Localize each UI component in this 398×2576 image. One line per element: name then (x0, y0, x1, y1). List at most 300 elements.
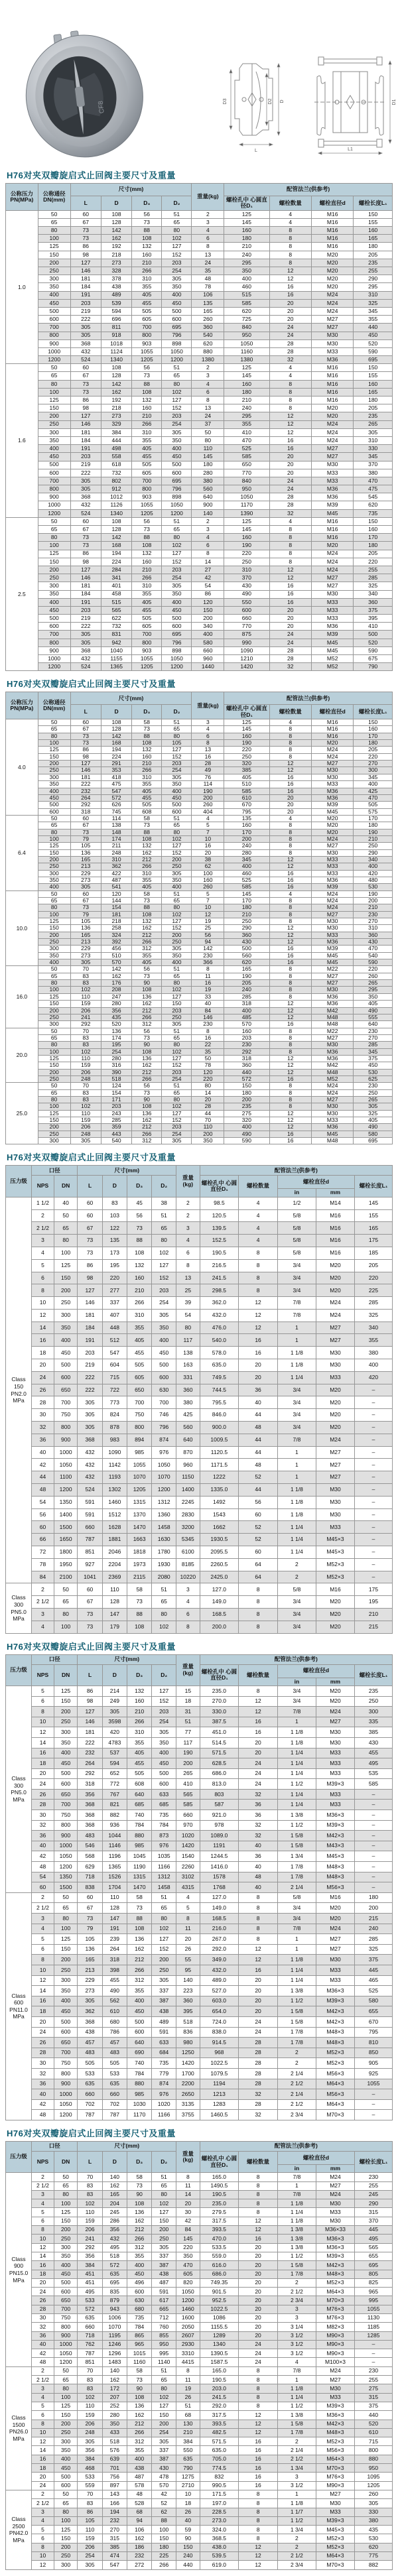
cell: M70×3 (316, 2110, 354, 2120)
cell: 305 (162, 870, 192, 877)
cell: 250 (38, 420, 70, 428)
group-size: 尺寸(mm) (78, 1166, 176, 1176)
cell: 56 (132, 364, 162, 372)
table-row (6, 469, 393, 477)
cell: M14 (316, 1197, 354, 1209)
cell: 350 (162, 590, 192, 598)
cell: 318 (224, 1055, 269, 1062)
cell: 524 (70, 356, 101, 364)
cell: 16 (32, 2455, 54, 2463)
cell: 903 (132, 339, 162, 347)
cell: 16 (192, 1034, 224, 1041)
cell: 455 (127, 1347, 152, 1359)
cell: 470 (354, 477, 393, 485)
cell: 165 (78, 1955, 102, 1965)
table-row (6, 1446, 393, 1459)
table-row (6, 485, 393, 493)
cell: 206 (70, 1124, 101, 1131)
cell: 3/4 (277, 1272, 316, 1284)
cell: 20 (239, 2270, 278, 2278)
table-row (6, 2481, 393, 2490)
cell: M20 (311, 740, 353, 747)
cell: 305 (70, 485, 101, 493)
cell: 210 (354, 835, 393, 842)
cell: 422 (101, 870, 131, 877)
cell: 418 (101, 774, 131, 780)
cell: 555 (354, 1014, 393, 1020)
cell: 7/8 (277, 2190, 316, 2199)
cell: 1/2 (277, 1197, 316, 1209)
cell: 65 (162, 526, 192, 534)
cell: 8 (269, 829, 311, 835)
cell: 247 (101, 993, 131, 1000)
cell: 1 1/4 (277, 1546, 316, 1559)
table-row (6, 925, 393, 932)
cell: 139.5 (200, 1222, 239, 1235)
cell: 16 (192, 843, 224, 849)
cell: 240 (224, 987, 269, 993)
spec-table (5, 1165, 393, 1633)
cell: M30 (311, 767, 353, 774)
cell: M52×3 (316, 2278, 354, 2287)
cell: 1 3/4 (277, 1851, 316, 1862)
cell: M24 (311, 420, 353, 428)
cell: 635.0 (200, 2446, 239, 2455)
cell: 86 (192, 590, 224, 598)
cell: 450 (38, 299, 70, 307)
cell: 20 (239, 1748, 278, 1758)
table-row (6, 1103, 393, 1110)
cell: 2204 (102, 1558, 127, 1571)
cell: 203 (162, 412, 192, 420)
cell: 505 (132, 461, 162, 469)
cell: M45×3 (316, 1546, 354, 1559)
cell: 20 (32, 2278, 54, 2287)
cell: 8 (269, 904, 311, 911)
cell: 102 (162, 987, 192, 993)
cell: 12 (269, 574, 311, 582)
cell: 73 (70, 380, 101, 388)
cell: 735 (152, 2058, 176, 2069)
section-title: H76对夹双瓣旋启式止回阀主要尺寸及重量 (7, 2128, 176, 2138)
cell: 846.0 (200, 1409, 239, 1422)
cell: 165 (102, 2190, 127, 2199)
cell: 255 (354, 267, 393, 275)
cell: 200 (38, 259, 70, 267)
cell: 401 (101, 582, 131, 590)
table-row (6, 2543, 393, 2551)
cell: 51 (162, 890, 192, 897)
col-d2: D₂ (152, 2151, 176, 2172)
cell: M52 (311, 655, 353, 663)
cell: 190 (192, 788, 224, 794)
cell: 1492 (200, 1496, 239, 1508)
cell: 106 (192, 291, 224, 299)
cell: 635 (102, 2079, 127, 2089)
cell: 20 (176, 2199, 200, 2208)
cell: 65 (38, 726, 70, 733)
cell: 10220 (176, 1571, 200, 1583)
cell: 1 1/8 (277, 2384, 316, 2393)
table-row (6, 2027, 393, 2038)
cell: M33 (311, 347, 353, 355)
cell: 223 (176, 1986, 200, 1996)
cell: 8 (269, 227, 311, 235)
cell: 145 (355, 1197, 393, 1209)
cell: 79 (70, 835, 101, 842)
cell: 24 (192, 259, 224, 267)
cell: M64×3 (316, 2099, 354, 2110)
header-row (6, 1166, 393, 1176)
cell: 328 (101, 267, 131, 275)
cell: 160 (224, 733, 269, 739)
cell: 430 (224, 939, 269, 946)
cell: 200 (192, 1131, 224, 1137)
cell: 200 (54, 2226, 78, 2235)
cell: 562 (102, 1996, 127, 2006)
col-bolt-dia-mm: mm (316, 1189, 354, 1197)
cell: 220 (354, 558, 393, 566)
cell: 3 (192, 218, 224, 226)
cell: 68 (176, 2411, 200, 2420)
cell: 110 (78, 2526, 102, 2534)
cell: 219 (70, 461, 101, 469)
cell: 83 (70, 980, 101, 987)
cell: 40 (32, 1841, 54, 1851)
cell: 73 (127, 1222, 152, 1235)
cell: 1 (277, 2490, 316, 2498)
cell: 54 (176, 1309, 200, 1321)
cell: 28 (239, 2038, 278, 2048)
cell: 58 (127, 1892, 152, 1903)
cell: 250 (54, 1297, 78, 1310)
cell: 20 (239, 1737, 278, 1748)
table-row (6, 1110, 393, 1117)
cell: 110 (78, 2402, 102, 2410)
cell: M27 (316, 1934, 354, 1945)
cell: 775 (355, 2552, 393, 2561)
cell: 1150 (176, 1471, 200, 1484)
cell: 73 (127, 2376, 152, 2384)
table-row (6, 663, 393, 671)
cell: 266 (127, 2235, 152, 2243)
cell: M30 (311, 590, 353, 598)
cell: 212 (132, 1069, 162, 1075)
cell: 32 (239, 1789, 278, 1800)
table-row (6, 1558, 393, 1571)
cell: 318 (78, 1779, 102, 1790)
cell: 430 (224, 582, 269, 590)
group-size: 尺寸(mm) (70, 184, 192, 196)
cell: M16 (311, 235, 353, 243)
cell: 50 (54, 2366, 78, 2375)
cell: 50 (54, 2490, 78, 2498)
cell: M16 (316, 1247, 354, 1259)
cell: 152 (152, 1696, 176, 1707)
cell: 370 (355, 2217, 393, 2225)
group-bore: 口径 (32, 1654, 78, 1664)
cell: 1400 (176, 1484, 200, 1497)
cell: 80 (152, 1914, 176, 1924)
cell: 5/8 (277, 1247, 316, 1259)
cell: 5/8 (277, 1222, 316, 1235)
group-flange: 配管法兰(供参考) (200, 2141, 392, 2151)
cell: 610 (224, 794, 269, 801)
cell: 3 1/4 (277, 2323, 316, 2331)
cell: 266 (132, 767, 162, 774)
cell: 1800 (54, 1546, 78, 1559)
cell: 26 (32, 1789, 54, 1800)
table-row (6, 1882, 393, 1893)
cell: 8 (239, 2534, 278, 2543)
cell: 33 (192, 993, 224, 1000)
cell: 1 3/8 (277, 2411, 316, 2420)
cell: 150 (162, 1001, 192, 1007)
pressure-group-label: 25.0 (6, 1083, 38, 1144)
cell: 73 (78, 1609, 102, 1621)
cell: M16 (311, 388, 353, 396)
cell: M27 (316, 1321, 354, 1334)
cell: 790 (176, 2464, 200, 2473)
cell: 1205 (132, 509, 162, 517)
cell: 572 (102, 2261, 127, 2270)
cell: 292.0 (200, 1944, 239, 1955)
cell: 250 (54, 2552, 78, 2561)
cell: 12 (269, 420, 311, 428)
cell: 190 (176, 1748, 200, 1758)
cell: 108 (127, 1924, 152, 1934)
cell: 8 (269, 747, 311, 753)
cell: 51 (162, 966, 192, 973)
cell: 8 (269, 911, 311, 918)
cell: 95 (176, 1965, 200, 1975)
cell: 310 (354, 436, 393, 444)
cell: 250 (38, 1131, 70, 1137)
cell: 114 (192, 781, 224, 788)
cell: 800 (54, 1820, 78, 1831)
cell: 1055 (132, 655, 162, 663)
cell: 165 (224, 966, 269, 973)
cell: 170 (354, 733, 393, 739)
cell: 78 (192, 283, 224, 291)
cell: 450 (354, 1062, 393, 1069)
cell: 180 (354, 397, 393, 404)
cell: 203 (224, 1034, 269, 1041)
cell: M30 (311, 332, 353, 339)
cell: 12 (269, 1055, 311, 1062)
cell: 1 1/2 (277, 1820, 316, 1831)
cell: 1090 (224, 646, 269, 654)
cell: 86 (70, 243, 101, 251)
cell: 146 (70, 420, 101, 428)
cell: 305 (78, 1396, 102, 1409)
cell: 135 (224, 815, 269, 822)
table-section-1 (5, 162, 393, 671)
cell: 132 (127, 1686, 152, 1696)
cell: 1170 (224, 501, 269, 509)
cell: 60 (70, 210, 101, 218)
cell: 500 (54, 1768, 78, 1779)
col-d: D (102, 2151, 127, 2172)
cell: 305 (70, 1138, 101, 1144)
cell: 438 (127, 2464, 152, 2473)
cell: 1 1/4 (277, 1975, 316, 1986)
cell: M45 (311, 646, 353, 654)
cell: 10 (32, 1297, 54, 1310)
cell: 48 (32, 1862, 54, 1872)
cell: 266 (132, 267, 162, 275)
cell: 1191 (200, 1841, 239, 1851)
cell: 1100 (54, 1471, 78, 1484)
cell: 100 (38, 740, 70, 747)
cell: 825 (355, 2278, 393, 2287)
dim-label-d1: D1 (392, 99, 397, 105)
cell: 350 (162, 877, 192, 883)
cell: 985 (127, 2089, 152, 2100)
cell: 5/8 (277, 1892, 316, 1903)
cell: 80 (54, 2384, 78, 2393)
cell: 355 (132, 590, 162, 598)
cell: 990.5 (200, 2481, 239, 2490)
cell: 105 (78, 1934, 102, 1945)
cell: 305 (162, 428, 192, 436)
cell: – (355, 1409, 393, 1422)
cell: 355 (132, 436, 162, 444)
cell: 102 (162, 911, 192, 918)
cell: 20 (239, 2261, 278, 2270)
cell: 805 (355, 2270, 393, 2278)
cell: 3 (32, 2190, 54, 2199)
cell: 235 (224, 1103, 269, 1110)
cell: 28 (239, 2058, 278, 2069)
table-row (6, 574, 393, 582)
cell: 173 (102, 1247, 127, 1259)
cell: 1140 (152, 2358, 176, 2366)
table-host (5, 1654, 393, 2120)
cell: 976 (152, 1446, 176, 1459)
cell: 465 (355, 1975, 393, 1986)
table-row (6, 1409, 393, 1422)
cell: 28 (192, 1103, 224, 1110)
cell: 300 (54, 2561, 78, 2569)
cell: 225 (355, 1284, 393, 1297)
cell: 450 (54, 1758, 78, 1769)
cell: 73 (78, 1914, 102, 1924)
cell: 700 (38, 477, 70, 485)
cell: 455 (132, 299, 162, 307)
cell: 585 (224, 453, 269, 461)
cell: 620 (224, 307, 269, 315)
cell: 165.0 (200, 2366, 239, 2375)
cell: 1370 (127, 1508, 152, 1521)
cell: 120 (101, 890, 131, 897)
cell: 305 (152, 1309, 176, 1321)
cell: 16 (32, 1996, 54, 2006)
cell: 110 (192, 1124, 224, 1131)
cell: 250 (54, 2235, 78, 2243)
cell: 535 (355, 1768, 393, 1779)
cell: 241 (78, 2235, 102, 2243)
cell: 220 (355, 1272, 393, 1284)
cell: 650 (127, 1384, 152, 1396)
cell: 50 (38, 815, 70, 822)
cell: 735 (152, 1810, 176, 1821)
cell: M33 (311, 863, 353, 870)
cell: M24 (316, 1297, 354, 1310)
cell: 210 (132, 412, 162, 420)
cell: M33 (316, 1975, 354, 1986)
cell: 355 (355, 1334, 393, 1347)
cell: 190.5 (200, 1247, 239, 1259)
cell: 455 (132, 794, 162, 801)
cell: 12 (269, 1069, 311, 1075)
cell: 219 (70, 615, 101, 623)
header-row (6, 2141, 393, 2151)
cell: 245 (102, 2208, 127, 2217)
pressure-group-label: 6.4 (6, 815, 38, 890)
cell: 1 1/4 (277, 1521, 316, 1534)
table-row (6, 843, 393, 849)
col-d3: D₃ (127, 1664, 152, 1686)
table-row (6, 1471, 393, 1484)
cell: 265 (176, 1768, 200, 1779)
cell: 210 (127, 1707, 152, 1717)
cell: 350 (54, 2252, 78, 2260)
cell: 3 1/2 (277, 2349, 316, 2358)
cell: 803 (200, 1789, 239, 1800)
cell: 587 (200, 1800, 239, 1810)
cell: 65 (162, 372, 192, 380)
cell: 145 (224, 218, 269, 226)
cell: 660 (192, 646, 224, 654)
cell: M24 (311, 307, 353, 315)
cell: 83 (78, 2376, 102, 2384)
cell: 840 (224, 324, 269, 332)
cell: 159 (70, 1117, 101, 1124)
cell: 127 (70, 761, 101, 767)
cell: 14 (32, 1986, 54, 1996)
cell: 36 (32, 1831, 54, 1841)
cell: 315 (102, 2534, 127, 2543)
table-row (6, 1820, 393, 1831)
cell: 8 (269, 753, 311, 760)
cell: 160 (132, 404, 162, 412)
cell: 90 (132, 1042, 162, 1048)
cell: M30 (311, 849, 353, 856)
cell: 290 (224, 925, 269, 932)
cell: 220 (224, 550, 269, 558)
cell: 135 (192, 299, 224, 307)
cell: 1 1/4 (277, 1748, 316, 1758)
cell: 191 (78, 1334, 102, 1347)
cell: 80 (38, 534, 70, 542)
cell: 350 (162, 436, 192, 444)
cell: M24 (311, 890, 353, 897)
cell: 65 (162, 898, 192, 904)
cell: 8 (269, 542, 311, 550)
cell: 635 (78, 2313, 102, 2322)
cell: 51 (162, 719, 192, 726)
cell: 51 (162, 517, 192, 525)
cell: 248 (101, 849, 131, 856)
cell: 250 (38, 1075, 70, 1082)
cell: 206 (78, 2226, 102, 2235)
cell: 4 (239, 1235, 278, 1247)
cell: 143 (102, 2490, 127, 2498)
cell: 5/8 (277, 1583, 316, 1596)
table-row (6, 1903, 393, 1914)
cell: 735 (127, 2313, 152, 2322)
